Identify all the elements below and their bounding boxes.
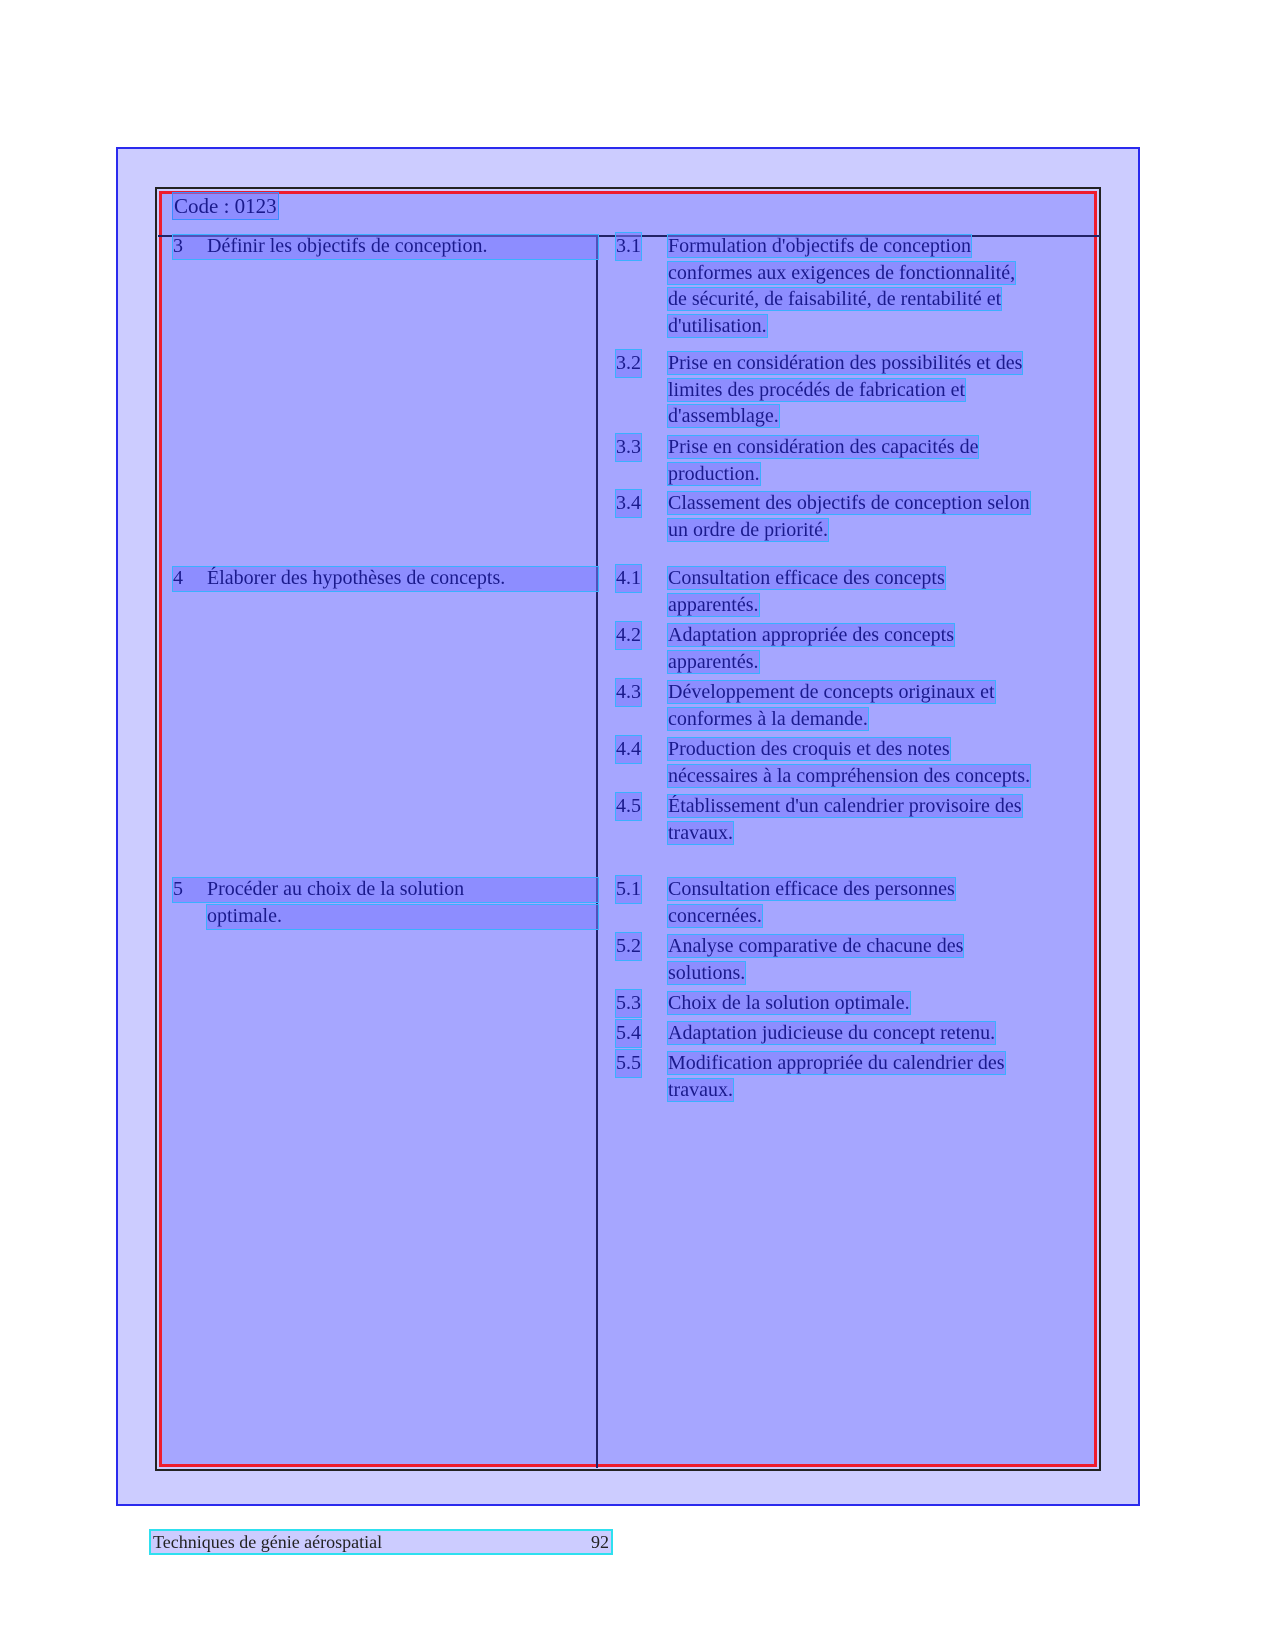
criterion-line: limites des procédés de fabrication et — [668, 378, 966, 401]
page-number: 92 — [591, 1532, 609, 1552]
criterion-number: 3.3 — [616, 434, 641, 461]
criterion-number: 5.4 — [616, 1020, 641, 1047]
criterion-line: Consultation efficace des concepts — [668, 567, 945, 589]
criterion-line: apparentés. — [668, 593, 759, 616]
criterion-line: Consultation efficace des personnes — [668, 878, 955, 900]
code-value: 0123 — [234, 194, 277, 218]
criterion-number: 3.2 — [616, 350, 641, 377]
criterion-line: Prise en considération des capacités de — [668, 436, 979, 458]
column-divider — [596, 236, 598, 1468]
criterion-line: un ordre de priorité. — [668, 518, 828, 541]
code-label: Code : — [174, 194, 230, 218]
criterion-line: Modification appropriée du calendrier des — [668, 1052, 1005, 1074]
criterion-number: 3.4 — [616, 490, 641, 517]
criterion-line: nécessaires à la compréhension des concepts. — [668, 764, 1031, 787]
criterion-number: 4.5 — [616, 793, 641, 820]
criterion-number: 4.4 — [616, 736, 641, 763]
criterion-line: concernées. — [668, 904, 762, 927]
competency-number: 5 — [173, 878, 183, 900]
criterion-number: 4.2 — [616, 622, 641, 649]
criterion-number: 4.3 — [616, 679, 641, 706]
competency-text: Définir les objectifs de conception. — [207, 235, 488, 257]
criterion-line: Production des croquis et des notes — [668, 738, 950, 760]
criterion-line: Analyse comparative de chacune des — [668, 935, 964, 957]
criterion-line: Adaptation appropriée des concepts — [668, 624, 955, 646]
criterion-number: 5.3 — [616, 990, 641, 1017]
criterion-line: travaux. — [668, 1078, 733, 1101]
competency-text: Élaborer des hypothèses de concepts. — [207, 567, 506, 589]
criterion-number: 5.5 — [616, 1050, 641, 1077]
page-footer — [151, 1531, 611, 1553]
criterion-line: apparentés. — [668, 650, 759, 673]
criterion-line: Choix de la solution optimale. — [668, 992, 910, 1014]
criterion-line: production. — [668, 462, 760, 485]
competency-number: 3 — [173, 235, 183, 257]
criterion-number: 5.1 — [616, 876, 641, 903]
criterion-line: Classement des objectifs de conception selon — [668, 492, 1030, 514]
competency-text: optimale. — [207, 905, 282, 927]
criterion-line: conformes aux exigences de fonctionnalité, — [668, 261, 1016, 284]
criterion-line: Établissement d'un calendrier provisoire des — [668, 795, 1022, 817]
criterion-line: Adaptation judicieuse du concept retenu. — [668, 1022, 996, 1044]
competency-text: Procéder au choix de la solution — [207, 878, 465, 900]
criterion-number: 4.1 — [616, 565, 641, 592]
criterion-line: d'assemblage. — [668, 405, 779, 427]
criterion-line: Formulation d'objectifs de conception — [668, 235, 971, 257]
criterion-line: conformes à la demande. — [668, 707, 868, 730]
criterion-line: solutions. — [668, 961, 746, 984]
criterion-number: 5.2 — [616, 933, 641, 960]
criterion-line: d'utilisation. — [668, 314, 767, 337]
criterion-line: travaux. — [668, 821, 733, 844]
code-header — [173, 193, 278, 219]
criterion-line: de sécurité, de faisabilité, de rentabilité et — [668, 288, 1002, 310]
criterion-number: 3.1 — [616, 233, 641, 260]
competency-number: 4 — [173, 567, 183, 589]
criterion-line: Prise en considération des possibilités et des — [668, 352, 1023, 374]
criterion-line: Développement de concepts originaux et — [668, 681, 995, 703]
footer-title: Techniques de génie aérospatial — [153, 1532, 383, 1552]
